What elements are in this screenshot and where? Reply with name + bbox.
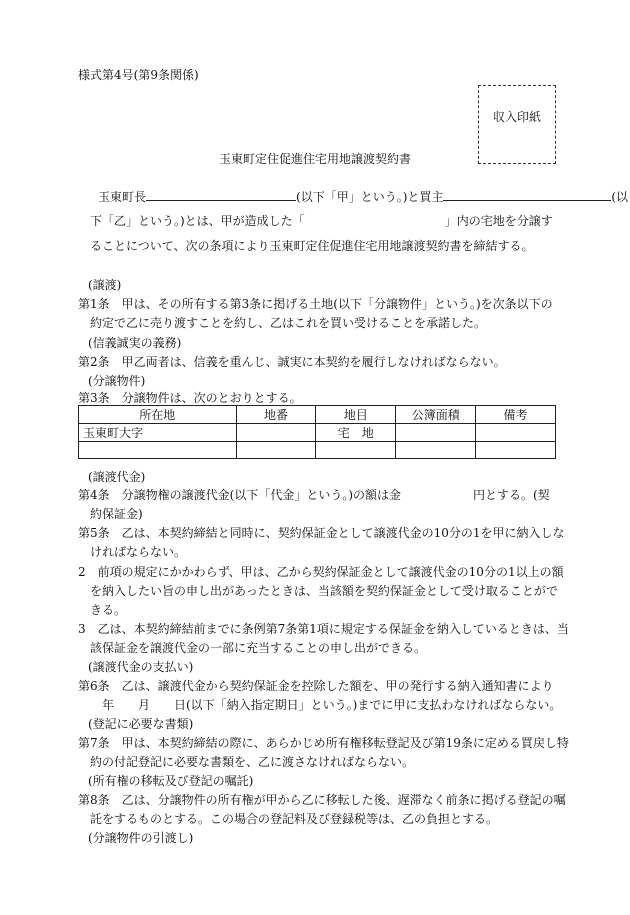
document-title: 玉東町定住促進住宅用地譲渡契約書 <box>218 152 411 166</box>
heading-registration-docs: (登記に必要な書類) <box>88 717 194 731</box>
table-cell <box>236 424 316 442</box>
article-3-line-1: 第3条 分譲物件は、次のとおりとする。 <box>78 391 302 405</box>
table-cell <box>316 442 396 459</box>
table-header: 地番 <box>236 406 316 424</box>
article-4-line-1: 第4条 分譲物権の譲渡代金(以下「代金」という。)の額は金 円とする。(契 <box>78 488 550 502</box>
town-mayor-blank <box>146 188 296 201</box>
table-cell: 玉東町大字 <box>79 424 237 442</box>
article-4-line-2: 約保証金) <box>90 507 143 521</box>
article-7-line-2: 約の付記登記に必要な書類を、乙に渡さなければならない。 <box>90 755 415 769</box>
table-cell <box>476 424 556 442</box>
heading-price: (譲渡代金) <box>88 470 146 484</box>
article-1-line-1: 第1条 甲は、その所有する第3条に掲げる土地(以下「分譲物件」という。)を次条以下の <box>78 297 553 311</box>
preamble-text: (以下「甲」という。)と買主 <box>296 190 444 204</box>
preamble-text: 下「乙」という。)とは、甲が造成した「 <box>90 214 305 228</box>
preamble-line-3: ることについて、次の条項により玉東町定住促進住宅用地譲渡契約書を締結する。 <box>90 239 534 253</box>
article-1-line-2: 約定で乙に売り渡すことを約し、乙はこれを買い受けることを承諾した。 <box>90 316 487 330</box>
article-5-2-line-1: 2 前項の規定にかかわらず、甲は、乙から契約保証金として譲渡代金の10分の1以上の額 <box>78 565 564 579</box>
article-5-line-1: 第5条 乙は、本契約締結と同時に、契約保証金として譲渡代金の10分の1を甲に納入しな <box>78 526 565 540</box>
table-cell <box>396 424 476 442</box>
heading-delivery: (分譲物件の引渡し) <box>88 831 194 845</box>
article-8-line-2: 託をするものとする。この場合の登記料及び登録税等は、乙の負担とする。 <box>90 812 499 826</box>
table-header-row <box>79 406 556 424</box>
heading-transfer: (譲渡) <box>88 278 122 292</box>
article-5-2-line-3: きる。 <box>90 603 127 617</box>
preamble-text: 玉東町長 <box>98 190 147 204</box>
article-5-3-line-1: 3 乙は、本契約締結前までに条例第7条第1項に規定する保証金を納入しているときは、当 <box>78 622 569 636</box>
property-table <box>78 405 556 459</box>
article-7-line-1: 第7条 甲は、本契約締結の際に、あらかじめ所有権移転登記及び第19条に定める買戻し特 <box>78 736 569 750</box>
table-cell <box>476 442 556 459</box>
table-cell <box>79 442 237 459</box>
buyer-blank <box>443 188 611 201</box>
table-header: 地目 <box>316 406 396 424</box>
preamble-text: 」内の宅地を分譲す <box>444 214 553 228</box>
article-6-line-2: 年 月 日(以下「納入指定期日」という。)までに甲に支払わなければならない。 <box>102 698 562 712</box>
table-cell <box>396 442 476 459</box>
table-header: 所在地 <box>79 406 237 424</box>
heading-payment: (譲渡代金の支払い) <box>88 660 194 674</box>
preamble-line-2 <box>90 212 553 229</box>
article-5-line-2: ければならない。 <box>90 545 187 559</box>
article-6-line-1: 第6条 乙は、譲渡代金から契約保証金を控除した額を、甲の発行する納入通知書により <box>78 679 554 693</box>
heading-property: (分譲物件) <box>88 374 146 388</box>
article-2-line-1: 第2条 甲乙両者は、信義を重んじ、誠実に本契約を履行しなければならない。 <box>78 355 506 369</box>
table-header: 公簿面積 <box>396 406 476 424</box>
table-header: 備考 <box>476 406 556 424</box>
form-number: 様式第4号(第9条関係) <box>78 68 199 82</box>
table-row <box>79 442 556 459</box>
table-row <box>79 424 556 442</box>
table-cell <box>236 442 316 459</box>
heading-good-faith: (信義誠実の義務) <box>88 336 182 350</box>
article-5-2-line-2: を納入したい旨の申し出があったときは、当該額を契約保証金として受け取ることがで <box>90 584 558 598</box>
stamp-label: 収入印紙 <box>492 110 541 124</box>
article-8-line-1: 第8条 乙は、分譲物件の所有権が甲から乙に移転した後、遅滞なく前条に掲げる登記の嘱 <box>78 793 566 807</box>
article-5-3-line-2: 該保証金を譲渡代金の一部に充当することの申し出ができる。 <box>90 641 427 655</box>
preamble-text: (以 <box>611 190 629 204</box>
table-cell: 宅 地 <box>316 424 396 442</box>
preamble-line-1 <box>98 188 628 205</box>
heading-ownership-transfer: (所有権の移転及び登記の嘱託) <box>88 774 254 788</box>
